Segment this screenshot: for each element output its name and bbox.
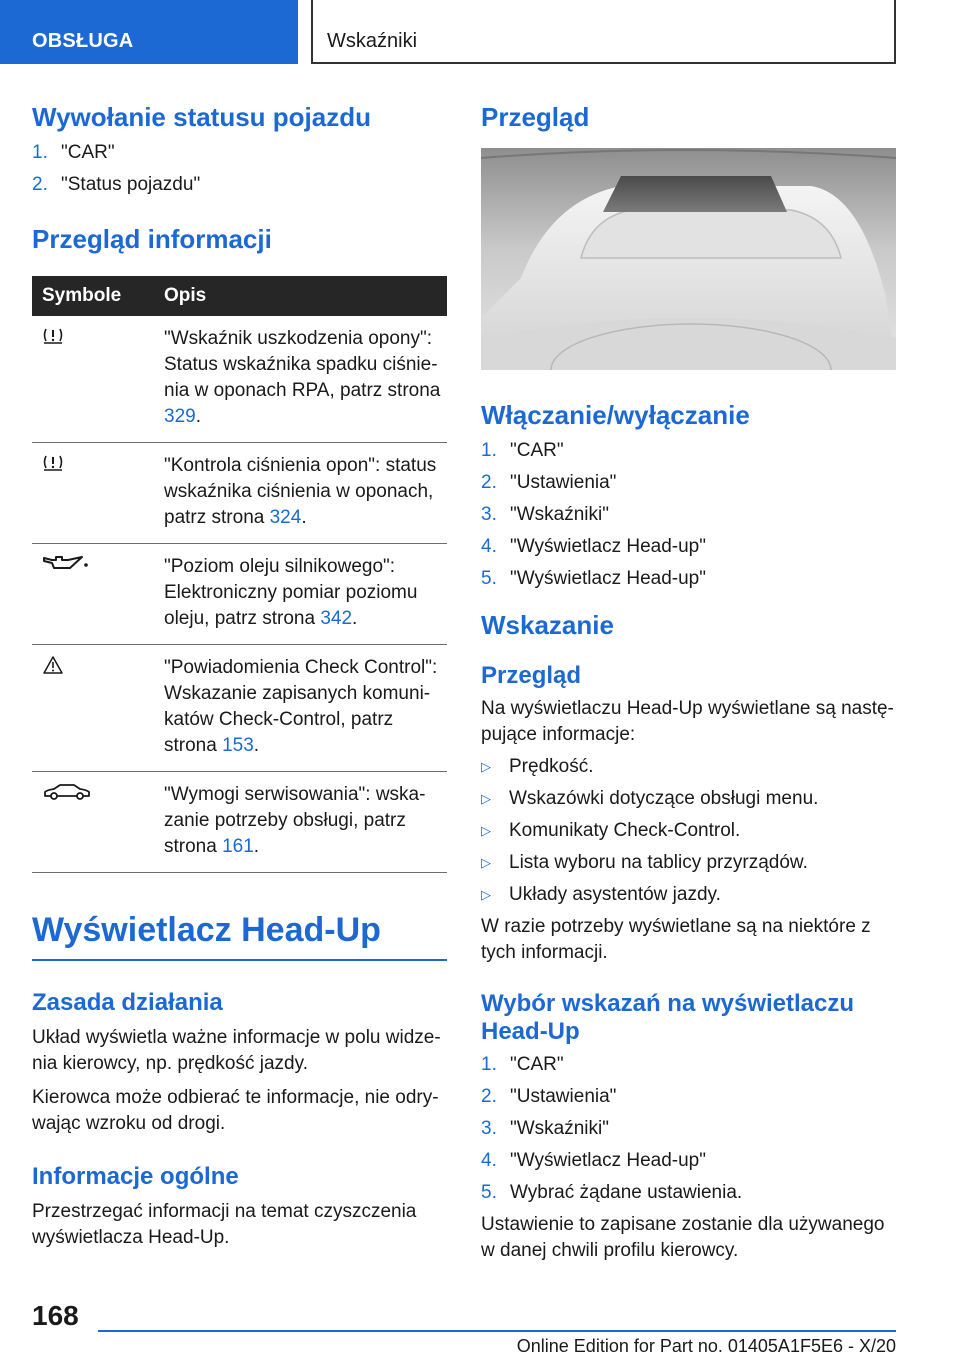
list-item: 3. "Wskaźniki" [481, 504, 609, 525]
overview-right-heading: Przegląd [481, 102, 590, 132]
page-link[interactable]: 153 [222, 735, 254, 756]
display-bullets [481, 754, 896, 908]
status-heading: Wywołanie statusu pojazdu [32, 102, 372, 132]
hud-section-header [32, 909, 447, 961]
list-item: 1. "CAR" [481, 440, 564, 461]
column-header-description: Opis [152, 276, 447, 316]
table-row: "Kontrola ciśnienia opon": status wskaźnika ciśnienia w oponach, patrz strona 324. [32, 443, 447, 544]
right-column [481, 100, 896, 1264]
onoff-steps [481, 438, 896, 592]
list-item: 5. Wybrać żądane ustawienia. [481, 1182, 743, 1203]
list-item: 4. "Wyświetlacz Head-up" [481, 536, 706, 557]
page-link[interactable]: 324 [269, 507, 302, 528]
warning-triangle-icon [42, 655, 64, 675]
overview-heading: Przegląd informacji [32, 224, 272, 254]
principle-paragraph-2: Kierowca może odbierać te informacje, nie odry‐wając wzroku od drogi. [32, 1087, 439, 1134]
list-item: ▷ Komunikaty Check-Control. [481, 818, 896, 844]
display-outro: W razie potrzeby wyświetlane są na niektóre z tych informacji. [481, 916, 871, 963]
symbol-table [32, 276, 447, 873]
section-tab [0, 0, 298, 64]
oil-can-icon [42, 554, 92, 574]
list-item: ▷ Lista wyboru na tablicy przyrządów. [481, 850, 896, 876]
table-row: "Wskaźnik uszkodzenia opony": Status wskaźnika spadku ciśnie‐nia w oponach RPA, patrz strona 329. [32, 316, 447, 443]
left-column [32, 100, 447, 1251]
tire-pressure-warning-icon [42, 326, 64, 346]
list-item: ▷ Układy asystentów jazdy. [481, 882, 896, 908]
list-item: 2. "Ustawienia" [481, 472, 617, 493]
section-label: OBSŁUGA [32, 30, 134, 52]
column-header-symbols: Symbole [32, 276, 152, 316]
principle-paragraph-1: Układ wyświetla ważne informacje w polu widze‐nia kierowcy, np. prędkość jazdy. [32, 1027, 441, 1074]
table-row: "Poziom oleju silnikowego": Elektroniczny pomiar poziomu oleju, patrz strona 342. [32, 544, 447, 645]
select-steps [481, 1052, 896, 1206]
edition-footer: Online Edition for Part no. 01405A1F5E6 - X/20 [516, 1336, 896, 1356]
list-item: 1. "CAR" [481, 1054, 564, 1075]
list-item: 2. "Ustawienia" [481, 1086, 617, 1107]
chapter-label: Wskaźniki [327, 30, 418, 52]
display-intro: Na wyświetlaczu Head-Up wyświetlane są nastę‐pujące informacje: [481, 698, 894, 745]
page-number: 168 [32, 1300, 79, 1331]
table-row: "Powiadomienia Check Control": Wskazanie zapisanych komuni‐katów Check-Control, patrz strona 153. [32, 645, 447, 772]
bullet-triangle-icon: ▷ [481, 791, 491, 806]
general-paragraph: Przestrzegać informacji na temat czyszczenia wyświetlacza Head-Up. [32, 1201, 417, 1248]
bullet-triangle-icon: ▷ [481, 855, 491, 870]
list-item: 1. "CAR" [32, 142, 115, 163]
bullet-triangle-icon: ▷ [481, 823, 491, 838]
footer-divider [98, 1330, 896, 1332]
general-heading: Informacje ogólne [32, 1163, 239, 1190]
page-link[interactable]: 342 [320, 608, 353, 629]
principle-heading: Zasada działania [32, 989, 223, 1016]
list-item: 3. "Wskaźniki" [481, 1118, 609, 1139]
list-item: 5. "Wyświetlacz Head-up" [481, 568, 706, 589]
head-up-display-photo [481, 148, 896, 370]
bullet-triangle-icon: ▷ [481, 759, 491, 774]
display-subheading: Przegląd [481, 662, 582, 689]
page-link[interactable]: 329 [164, 406, 196, 427]
status-steps [32, 140, 447, 198]
list-item: 4. "Wyświetlacz Head-up" [481, 1150, 706, 1171]
page-link[interactable]: 161 [222, 836, 254, 857]
select-heading: Wybór wskazań na wyświetlaczu Head-Up [481, 990, 855, 1045]
car-service-icon [42, 782, 92, 802]
select-outro: Ustawienie to zapisane zostanie dla używanego w danej chwili profilu kierowcy. [481, 1214, 885, 1261]
list-item: ▷ Prędkość. [481, 754, 896, 780]
onoff-heading: Włączanie/wyłączanie [481, 400, 750, 430]
list-item: 2. "Status pojazdu" [32, 174, 201, 195]
bullet-triangle-icon: ▷ [481, 887, 491, 902]
table-row: "Wymogi serwisowania": wska‐zanie potrzeby obsługi, patrz strona 161. [32, 772, 447, 873]
hud-title: Wyświetlacz Head-Up [32, 911, 381, 949]
list-item: ▷ Wskazówki dotyczące obsługi menu. [481, 786, 896, 812]
tire-pressure-check-icon [42, 453, 64, 473]
chapter-header [311, 0, 896, 64]
display-heading: Wskazanie [481, 610, 614, 640]
